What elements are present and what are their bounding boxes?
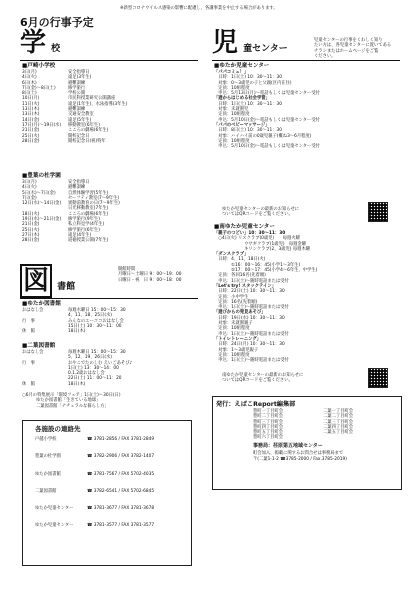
list-item: 11日(火) 遠足(1年生)、水泳指導(3年生)	[22, 101, 128, 107]
event-line: ①16：00〜16：45(小学1〜3年生)	[214, 262, 301, 268]
children-center-heading: 児 童センター	[212, 28, 288, 58]
list-item: 25日(火) 修学旅行(6年生)	[22, 227, 100, 233]
list-item: 10日(月) 市民科授業研究公開講座	[22, 96, 116, 102]
list-item: 15日(土) 10：30〜11：00	[68, 323, 122, 329]
event-line: 「パパコミュ！」	[214, 70, 249, 75]
list-item: 18日(火) こころの劇場(6年生)	[22, 211, 109, 217]
cc1-note: ゆたか児童センターの最新のお知らせに ついてはQRコードをご覧ください。	[222, 207, 300, 218]
cc2-note: 南ゆたか児童センターの最新のお知らせに ついてはQRコードをご覧ください。	[222, 373, 304, 384]
event-line: 「Let's try! スタックテイン」	[214, 283, 276, 289]
event-line: 日時：8日(土) 10：30〜11：30	[214, 128, 282, 134]
school2-name: ■豊葉の杜学園	[22, 173, 61, 179]
event-line: 定員：10組程度	[214, 326, 250, 332]
event-line: 定員：各回16名(先着順)	[214, 273, 266, 279]
list-item: 5日(水)〜7日(金) 自然体験学習(5年生)	[22, 190, 109, 196]
list-item: 14日(金) 遠足(5年生)	[22, 117, 92, 123]
school2-block	[22, 173, 198, 244]
list-item: 22日(土) 11：00〜11：20	[68, 376, 122, 382]
cc1-block	[214, 63, 398, 149]
event-line: 申込：5月10日(金)〜電話もしくは児童センター受付	[214, 117, 320, 123]
cc2-name: ■南ゆたか児童センター	[214, 224, 275, 230]
event-line: 日時：24日(月) 10：30〜11：30	[214, 342, 285, 348]
lib2-block	[22, 343, 198, 387]
event-line: 「親子のつどい」10：30〜11：30	[214, 231, 286, 236]
lib1-name: ■ゆたか図書館	[22, 301, 61, 307]
library-hours: 開館時間 月曜日〜土曜日 9：00〜19：00 日曜日・祝 日 9：00〜18：00	[118, 267, 182, 283]
list-item: 4日(火) 遠足(3年生)	[22, 75, 92, 81]
library-heading: 図 書館	[20, 268, 75, 294]
qr-code-icon[interactable]	[368, 368, 388, 388]
event-line: 「トイレトレーニング」	[214, 336, 261, 342]
event-line: 対象：0〜3歳児の子と父親(区内在住)	[214, 80, 292, 86]
contacts-box	[22, 420, 192, 566]
list-item: 4、11、18、25日(水)	[68, 313, 112, 319]
event-line: 申込：5月13日(月)〜電話もしくは児童センター受付	[214, 91, 320, 97]
event-line: ○4日(火) リスクラブ(0歳児) 毎週火曜	[214, 236, 300, 242]
event-line: 申込：1日(土)〜随時電話または受付	[214, 278, 289, 284]
list-item: 28日(金) 開校記念日(祝)特年	[22, 138, 106, 144]
member-row: 豊町五丁目町会 二葉五丁目町会	[253, 430, 354, 436]
event-line: 定員：10組程度	[214, 85, 250, 91]
contact-row: ゆたか図書館 ☎ 3781-7567 / FAX 5702-4035	[35, 471, 155, 477]
children-note: 児童センターの行事をくわしく知り たい方は、各児童センターに置いてある チラシまたはホームページをご覧 ください。	[314, 38, 392, 59]
list-item: 19日(水)〜21日(金) 修学旅行(9年生)	[22, 217, 100, 223]
event-line: 日時：19日(水) 10：30〜11：30	[214, 315, 285, 321]
member-row: 豊町四丁目町会 二葉四丁目町会	[253, 424, 354, 430]
lib-footer: ○6月の特集展示「環境フェア」1日(土)〜30日(日) ゆたか図書館「生きている地球」 二葉図書館「ナチュラルな暮らし方」	[22, 393, 121, 409]
school1-block	[22, 63, 198, 144]
list-item: 3日(月) 安全指導日	[22, 70, 90, 75]
list-item: おはなし会 毎週木曜日 15：00〜15：30	[22, 350, 126, 355]
event-line: 「遊からはじめる社会学習」	[214, 96, 270, 102]
member-row: 豊町一丁目町会 二葉一丁目町会	[253, 409, 354, 414]
list-item: 28日(金) 道徳授業公開(7年生)	[22, 238, 109, 244]
list-item: 5、12、19、26日(水)	[68, 355, 112, 361]
event-line: 日時：1日(土) 10：30〜11：30	[214, 101, 282, 107]
cc1-name: ■ゆたか児童センター	[214, 63, 270, 69]
event-line: 申込：5月10日(金)〜電話もしくは児童センター受付	[214, 144, 320, 150]
lib2-name: ■二葉図書館	[22, 343, 56, 349]
event-line: 「遊びからの発見あそび」	[214, 310, 266, 316]
publisher-box	[212, 396, 402, 490]
list-item: 21日(金) こころの劇場(6年生)	[22, 128, 109, 134]
list-item: 13日(木) 避難訓練	[22, 107, 86, 113]
event-line: 定員：16名(先着順)	[214, 299, 258, 305]
contact-row: 戸越小学校 ☎ 3781-2856 / FAX 3781-2849	[35, 437, 155, 442]
list-item: 8日(土) 学校公開	[22, 91, 86, 97]
event-line: ②17：00〜17：45(小学4〜6年生、中学生)	[214, 268, 318, 274]
event-line: 定員：10組程度	[214, 138, 250, 144]
event-line: 定員：10組程度	[214, 112, 250, 118]
event-line: 日時：4、11、18日(火)	[214, 257, 266, 263]
list-item: 行 事 みんなのユーココおはなし会	[22, 318, 124, 324]
contact-row: ゆたか児童センター ☎ 3781-3577 / FAX 3781-3577	[35, 523, 155, 529]
page-title: 6月の行事予定	[20, 16, 94, 29]
list-item: 日光移動教室(7年生)	[68, 206, 109, 212]
list-item: 休 館 18日(木)	[22, 329, 86, 335]
event-line: 定員：小中学生	[214, 294, 249, 300]
event-line: 対象：1〜3歳児親子	[214, 347, 259, 353]
event-line: 申込：1日(土)〜随時電話または受付	[214, 331, 289, 337]
lib1-block	[22, 301, 198, 334]
list-item: 7日(金) セーフティ教室(7〜9年生)	[22, 195, 120, 201]
publisher-addr1: 町会加入、掲載に関するお問合せは事務局まで	[253, 451, 344, 456]
event-line: ウサギクラブ(1歳児) 毎週金曜	[214, 241, 307, 247]
event-line: 「ダンスクラブ」	[214, 252, 249, 258]
list-item: 行 事 おやこでたのしむ えいごあそび♪	[22, 360, 133, 366]
list-item: 21日(金) 私立科見学(4年生)	[22, 222, 105, 228]
list-item: 4日(火) 避難訓練	[22, 185, 86, 191]
contact-row: 豊葉の杜学園 ☎ 3782-2906 / FAX 3782-1407	[35, 454, 155, 460]
publisher-title: 発行：えばこReport編集部	[216, 401, 296, 408]
event-line: 日時：22日(土) 10：30〜11：30	[214, 289, 285, 295]
list-item: 6日(木) 避難訓練	[22, 80, 86, 86]
event-line: 申込：1日(土)〜随時電話または受付	[214, 305, 289, 311]
event-line: キリンクラブ(2、3歳児) 毎週木曜	[214, 246, 311, 252]
school-heading: 学 校	[20, 28, 61, 58]
event-line: 対象：未就園親子	[214, 321, 253, 327]
list-item: 1日(土) 13：30〜14：00	[68, 365, 119, 371]
event-line: 日時：1日(土) 10：30〜11：30	[214, 75, 282, 81]
school1-name: ■戸崎小学校	[22, 63, 56, 69]
event-line: 対象：ハイハイ前の0歳児親子(概ね3〜6月程度)	[214, 133, 312, 139]
list-item: おはなし会 毎週水曜日 15：00〜15：30	[22, 308, 126, 313]
list-item: 7日(金)〜8日(土) 修学旅行	[22, 85, 86, 91]
contacts-title: 各施設の連絡先	[35, 425, 81, 433]
notice: ※新型コロナウイルス感染の影響に配慮し、各講事業を中止する場合があります。	[120, 6, 278, 11]
publisher-addr2: 〒(二葉1-1-2 ☎3785-2000 / Fax.3785-2019)	[253, 457, 347, 462]
event-line: 「パパのベビーマッサージ」	[214, 122, 270, 128]
list-item: 13日(木) 交通安全教室	[22, 112, 94, 118]
publisher-office: 事務局：荏原第五地域センター	[253, 443, 323, 449]
member-row: 豊町三丁目町会 二葉三丁目町会	[253, 419, 354, 425]
qr-code-icon[interactable]	[368, 202, 388, 222]
event-line: 申込：1日(土)〜随時電話または受付	[214, 358, 289, 364]
list-item: 休 館 18日(木)	[22, 381, 86, 387]
list-item: 12日(水)〜14日(金) 異動前教育の日(7〜9年生)	[22, 201, 120, 207]
contact-row: ゆたか児童センター ☎ 3781-3677 / FAX 3781-3678	[35, 506, 155, 512]
event-line: 対象：未就園児	[214, 107, 249, 113]
member-row: 豊町六丁目町会	[253, 435, 284, 441]
list-item: 27日(木) 遠足(4年生)	[22, 232, 92, 238]
member-row: 豊町二丁目町会 二葉二丁目町会	[253, 414, 354, 420]
event-line: 定員：10組程度	[214, 352, 250, 358]
contact-row: 二葉図書館 ☎ 3782-6541 / FAX 5702-6845	[35, 488, 155, 494]
list-item: 25日(火) 開校記念日	[22, 133, 90, 139]
list-item: 0.1.2歳おはなし会	[68, 371, 105, 377]
list-item: 17日(月)〜19日(水) 移動教室(6年生)	[22, 122, 100, 128]
cc2-block	[214, 224, 398, 363]
list-item: 3日(月) 安全指導日	[22, 180, 90, 185]
